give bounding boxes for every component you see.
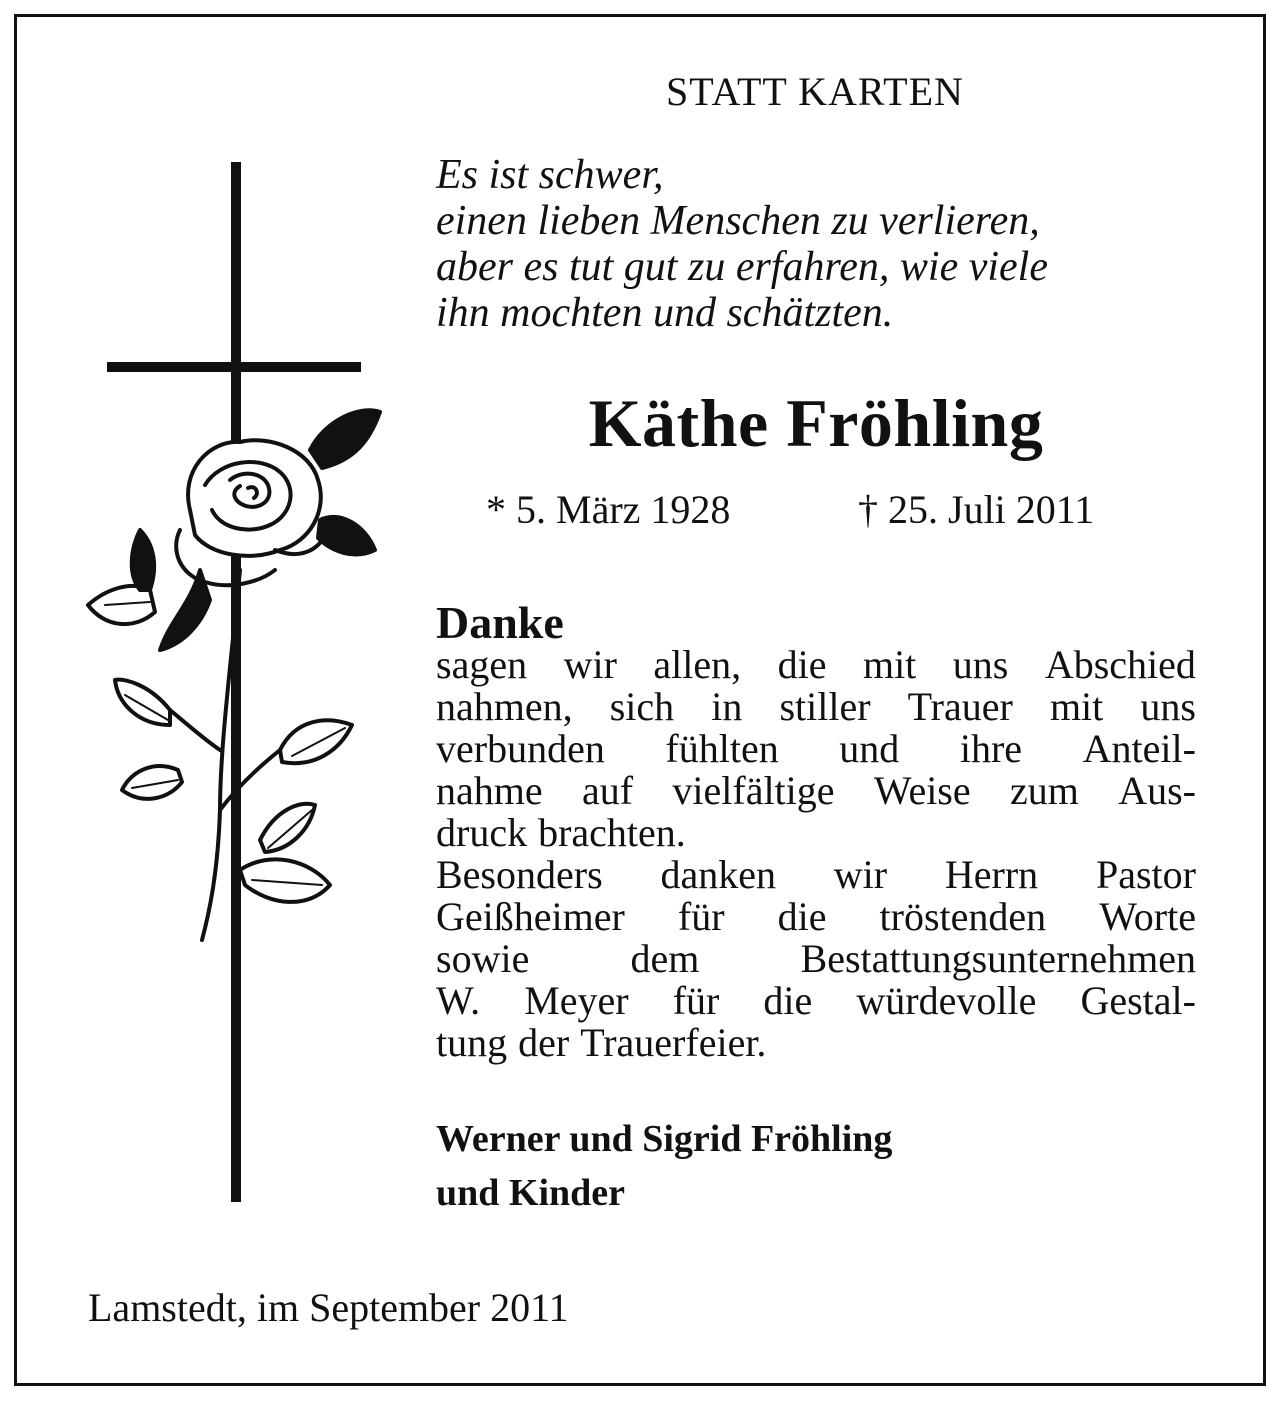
verse-line: ihn mochten und schätzten. bbox=[436, 290, 894, 336]
thanks-line: tung der Trauerfeier. bbox=[436, 1020, 767, 1065]
death-date: † 25. Juli 2011 bbox=[858, 487, 1095, 532]
thanks-text bbox=[436, 644, 1196, 1064]
thanks-line: nahme auf vielfältige Weise zum Aus- bbox=[436, 768, 1196, 813]
signature-line: Werner und Sigrid Fröhling bbox=[436, 1118, 893, 1160]
signature bbox=[436, 1112, 892, 1220]
deceased-name: Käthe Fröhling bbox=[588, 385, 1044, 461]
thanks-line: Geißheimer für die tröstenden Worte bbox=[436, 894, 1196, 939]
verse bbox=[436, 152, 1226, 336]
place-date: Lamstedt, im September 2011 bbox=[88, 1285, 569, 1330]
thanks-line: nahmen, sich in stiller Trauer mit uns bbox=[436, 684, 1196, 729]
verse-line: einen lieben Menschen zu verlieren, bbox=[436, 198, 1040, 244]
signature-line: und Kinder bbox=[436, 1172, 626, 1214]
birth-date: * 5. März 1928 bbox=[486, 487, 731, 532]
thanks-line: Besonders danken wir Herrn Pastor bbox=[436, 852, 1196, 897]
cross-rose-graphic bbox=[70, 150, 400, 1210]
thanks-line: sowie dem Bestattungsunternehmen bbox=[436, 936, 1196, 981]
verse-line: aber es tut gut zu erfahren, wie viele bbox=[436, 244, 1048, 290]
thanks-heading: Danke bbox=[436, 597, 564, 648]
thanks-line: druck brachten. bbox=[436, 810, 686, 855]
notice-header: STATT KARTEN bbox=[666, 69, 964, 114]
cross-icon bbox=[107, 162, 361, 1202]
thanks-line: verbunden fühlten und ihre Anteil- bbox=[436, 726, 1196, 771]
verse-line: Es ist schwer, bbox=[436, 152, 664, 198]
thanks-line: W. Meyer für die würdevolle Gestal- bbox=[436, 978, 1196, 1023]
thanks-line: sagen wir allen, die mit uns Abschied bbox=[436, 642, 1196, 687]
